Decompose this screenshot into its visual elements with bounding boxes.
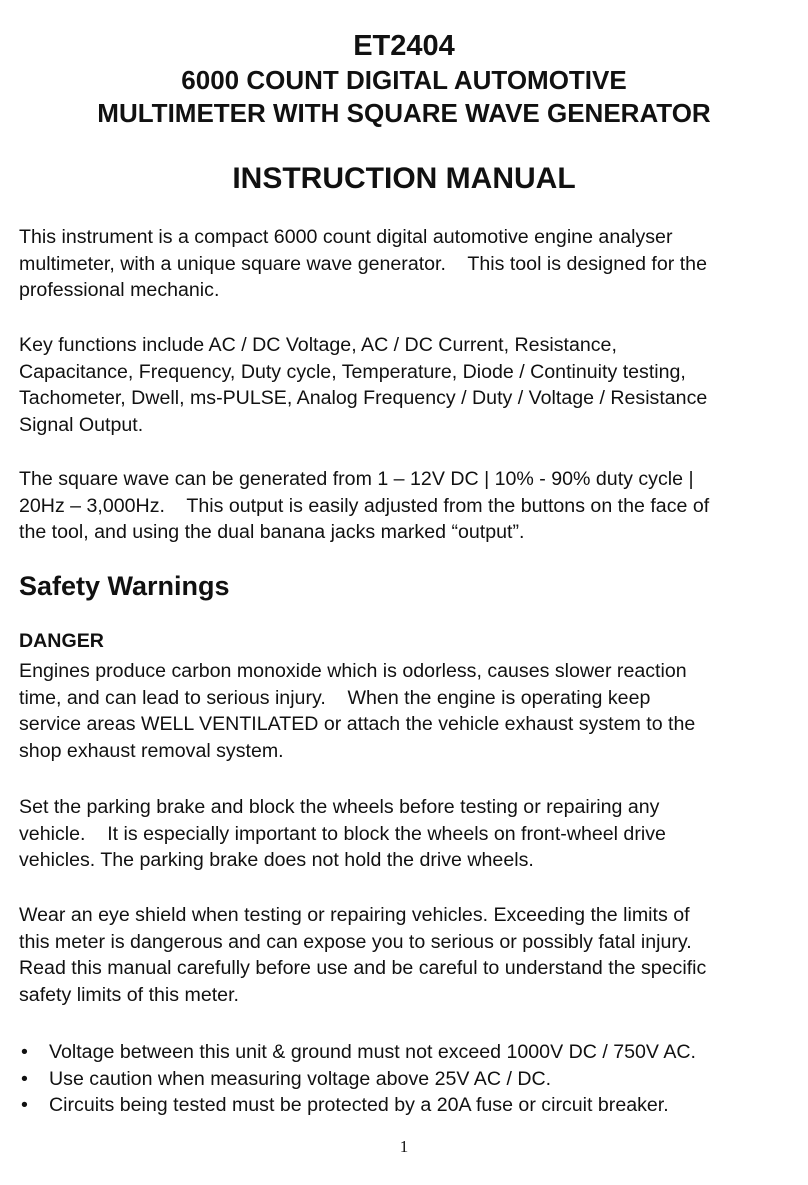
safety-bullet-list: [19, 1039, 794, 1119]
intro-paragraph: [19, 224, 794, 304]
text-line: The square wave can be generated from 1 – 12V DC | 10% - 90% duty cycle |: [19, 468, 694, 490]
bullet-icon: •: [21, 1041, 28, 1063]
parking-brake-paragraph: [19, 794, 794, 874]
text-line: vehicle. It is especially important to block the wheels on front-wheel drive: [19, 822, 666, 845]
bullet-text: Use caution when measuring voltage above 25V AC / DC.: [49, 1067, 552, 1090]
safety-warnings-heading: Safety Warnings: [19, 571, 230, 601]
danger-paragraph: [19, 658, 794, 765]
text-line: Tachometer, Dwell, ms-PULSE, Analog Frequency / Duty / Voltage / Resistance: [19, 387, 708, 410]
text-line: time, and can lead to serious injury. When the engine is operating keep: [19, 686, 651, 709]
product-subtitle: [0, 64, 808, 130]
text-line: Wear an eye shield when testing or repairing vehicles. Exceeding the limits of: [19, 904, 690, 926]
square-wave-paragraph: [19, 466, 794, 546]
text-line: safety limits of this meter.: [19, 984, 239, 1007]
text-line: vehicles. The parking brake does not hold the drive wheels.: [19, 849, 534, 872]
danger-label: DANGER: [19, 630, 104, 652]
text-line: Capacitance, Frequency, Duty cycle, Temperature, Diode / Continuity testing,: [19, 360, 686, 383]
list-item: [19, 1039, 794, 1066]
bullet-icon: •: [21, 1094, 28, 1117]
bullet-text: Voltage between this unit & ground must not exceed 1000V DC / 750V AC.: [49, 1041, 697, 1063]
subtitle-line: 6000 COUNT DIGITAL AUTOMOTIVE: [181, 65, 627, 95]
text-line: the tool, and using the dual banana jacks marked “output”.: [19, 521, 525, 544]
text-line: Signal Output.: [19, 414, 144, 437]
bullet-icon: •: [21, 1067, 28, 1090]
model-number: ET2404: [353, 30, 455, 62]
text-line: Set the parking brake and block the wheels before testing or repairing any: [19, 796, 660, 818]
text-line: this meter is dangerous and can expose you to serious or possibly fatal injury.: [19, 930, 692, 953]
text-line: Engines produce carbon monoxide which is odorless, causes slower reaction: [19, 660, 687, 682]
subtitle-line: MULTIMETER WITH SQUARE WAVE GENERATOR: [97, 98, 711, 128]
manual-title: INSTRUCTION MANUAL: [232, 162, 576, 195]
list-item: [19, 1092, 794, 1119]
eye-shield-paragraph: [19, 902, 794, 1009]
text-line: shop exhaust removal system.: [19, 740, 284, 763]
text-line: multimeter, with a unique square wave generator. This tool is designed for the: [19, 252, 707, 275]
text-line: professional mechanic.: [19, 279, 220, 302]
text-line: This instrument is a compact 6000 count digital automotive engine analyser: [19, 226, 673, 248]
list-item: [19, 1066, 794, 1093]
text-line: service areas WELL VENTILATED or attach the vehicle exhaust system to the: [19, 713, 696, 736]
text-line: Key functions include AC / DC Voltage, AC / DC Current, Resistance,: [19, 334, 617, 356]
bullet-text: Circuits being tested must be protected by a 20A fuse or circuit breaker.: [49, 1094, 669, 1117]
text-line: 20Hz – 3,000Hz. This output is easily adjusted from the buttons on the face of: [19, 494, 710, 517]
text-line: Read this manual carefully before use and be careful to understand the specific: [19, 957, 707, 980]
key-functions-paragraph: [19, 332, 794, 439]
page-number: 1: [399, 1137, 409, 1156]
